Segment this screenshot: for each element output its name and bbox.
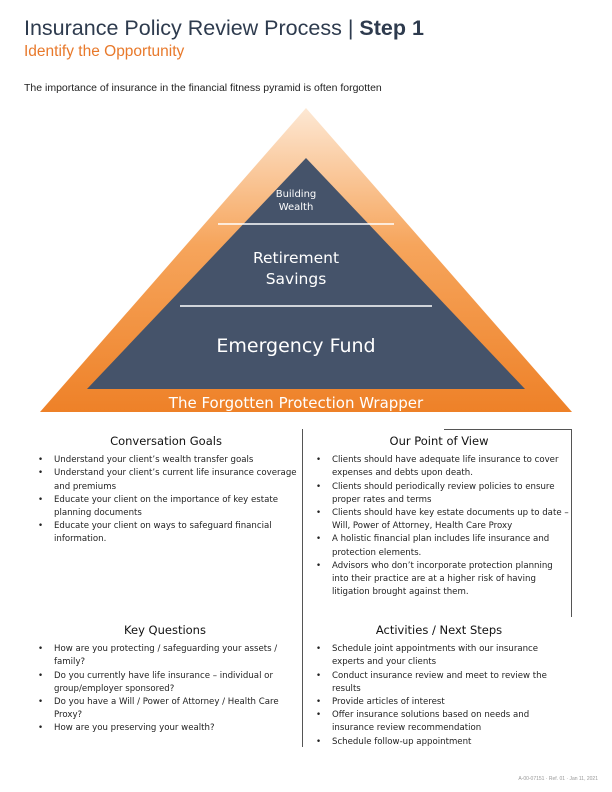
activities-panel — [308, 624, 570, 749]
list-item: • Clients should periodically review policies to ensure proper rates and terms — [308, 481, 570, 507]
list-item: • Do you currently have life insurance – individual or group/employer sponsored? — [30, 670, 300, 696]
pyramid-label-emergency-fund: Emergency Fund — [216, 335, 376, 357]
pyramid-label-building-wealth-1: Building — [275, 189, 317, 200]
conversation-goals-list — [30, 454, 302, 546]
list-item: • Advisors who don’t incorporate protection planning into their practice are at a higher risk of having litigation brought against them. — [308, 560, 570, 600]
intro-text: The importance of insurance in the financial fitness pyramid is often forgotten — [24, 82, 382, 94]
page-title: Insurance Policy Review Process | Step 1 — [24, 16, 424, 40]
list-item: • Schedule follow-up appointment — [308, 736, 570, 749]
list-item: • Do you have a Will / Power of Attorney / Health Care Proxy? — [30, 696, 300, 722]
list-item: • Clients should have key estate documents up to date – Will, Power of Attorney, Health Care Proxy — [308, 507, 570, 533]
pyramid-label-building-wealth-2: Wealth — [278, 202, 314, 213]
conversation-goals-heading: Conversation Goals — [110, 434, 222, 448]
list-item: • Clients should have adequate life insurance to cover expenses and debts upon death. — [308, 454, 570, 480]
list-item: • Educate your client on the importance of key estate planning documents — [30, 494, 302, 520]
page-subtitle: Identify the Opportunity — [24, 43, 185, 60]
list-item: • A holistic financial plan includes life insurance and protection elements. — [308, 533, 570, 559]
key-questions-panel — [30, 624, 300, 736]
pyramid-label-retirement-1: Retirement — [252, 249, 340, 267]
footer-code: A-00-07151 · Ref. 01 · Jan 11, 2021 — [518, 776, 598, 782]
point-of-view-list — [308, 454, 570, 599]
list-item: • Schedule joint appointments with our insurance experts and your clients — [308, 643, 570, 669]
point-of-view-heading: Our Point of View — [389, 434, 489, 448]
key-questions-list — [30, 643, 300, 735]
list-item: • Understand your client’s wealth transfer goals — [30, 454, 302, 467]
list-item: • How are you protecting / safeguarding your assets / family? — [30, 643, 300, 669]
grid-right-rule — [571, 429, 572, 617]
activities-list — [308, 643, 570, 749]
list-item: • Educate your client on ways to safeguard financial information. — [30, 520, 302, 546]
activities-heading: Activities / Next Steps — [375, 623, 503, 637]
list-item: • Offer insurance solutions based on needs and insurance review recommendation — [308, 709, 570, 735]
list-item: • Understand your client’s current life insurance coverage and premiums — [30, 467, 302, 493]
grid-top-rule-right — [444, 429, 572, 430]
key-questions-heading: Key Questions — [124, 623, 206, 637]
list-item: • Provide articles of interest — [308, 696, 570, 709]
list-item: • Conduct insurance review and meet to review the results — [308, 670, 570, 696]
pyramid-label-protection-wrapper: The Forgotten Protection Wrapper — [168, 394, 424, 412]
list-item: • How are you preserving your wealth? — [30, 722, 300, 735]
grid-vertical-divider — [302, 429, 303, 747]
conversation-goals-panel — [30, 435, 302, 547]
point-of-view-panel — [308, 435, 570, 599]
pyramid-label-retirement-2: Savings — [265, 270, 327, 288]
